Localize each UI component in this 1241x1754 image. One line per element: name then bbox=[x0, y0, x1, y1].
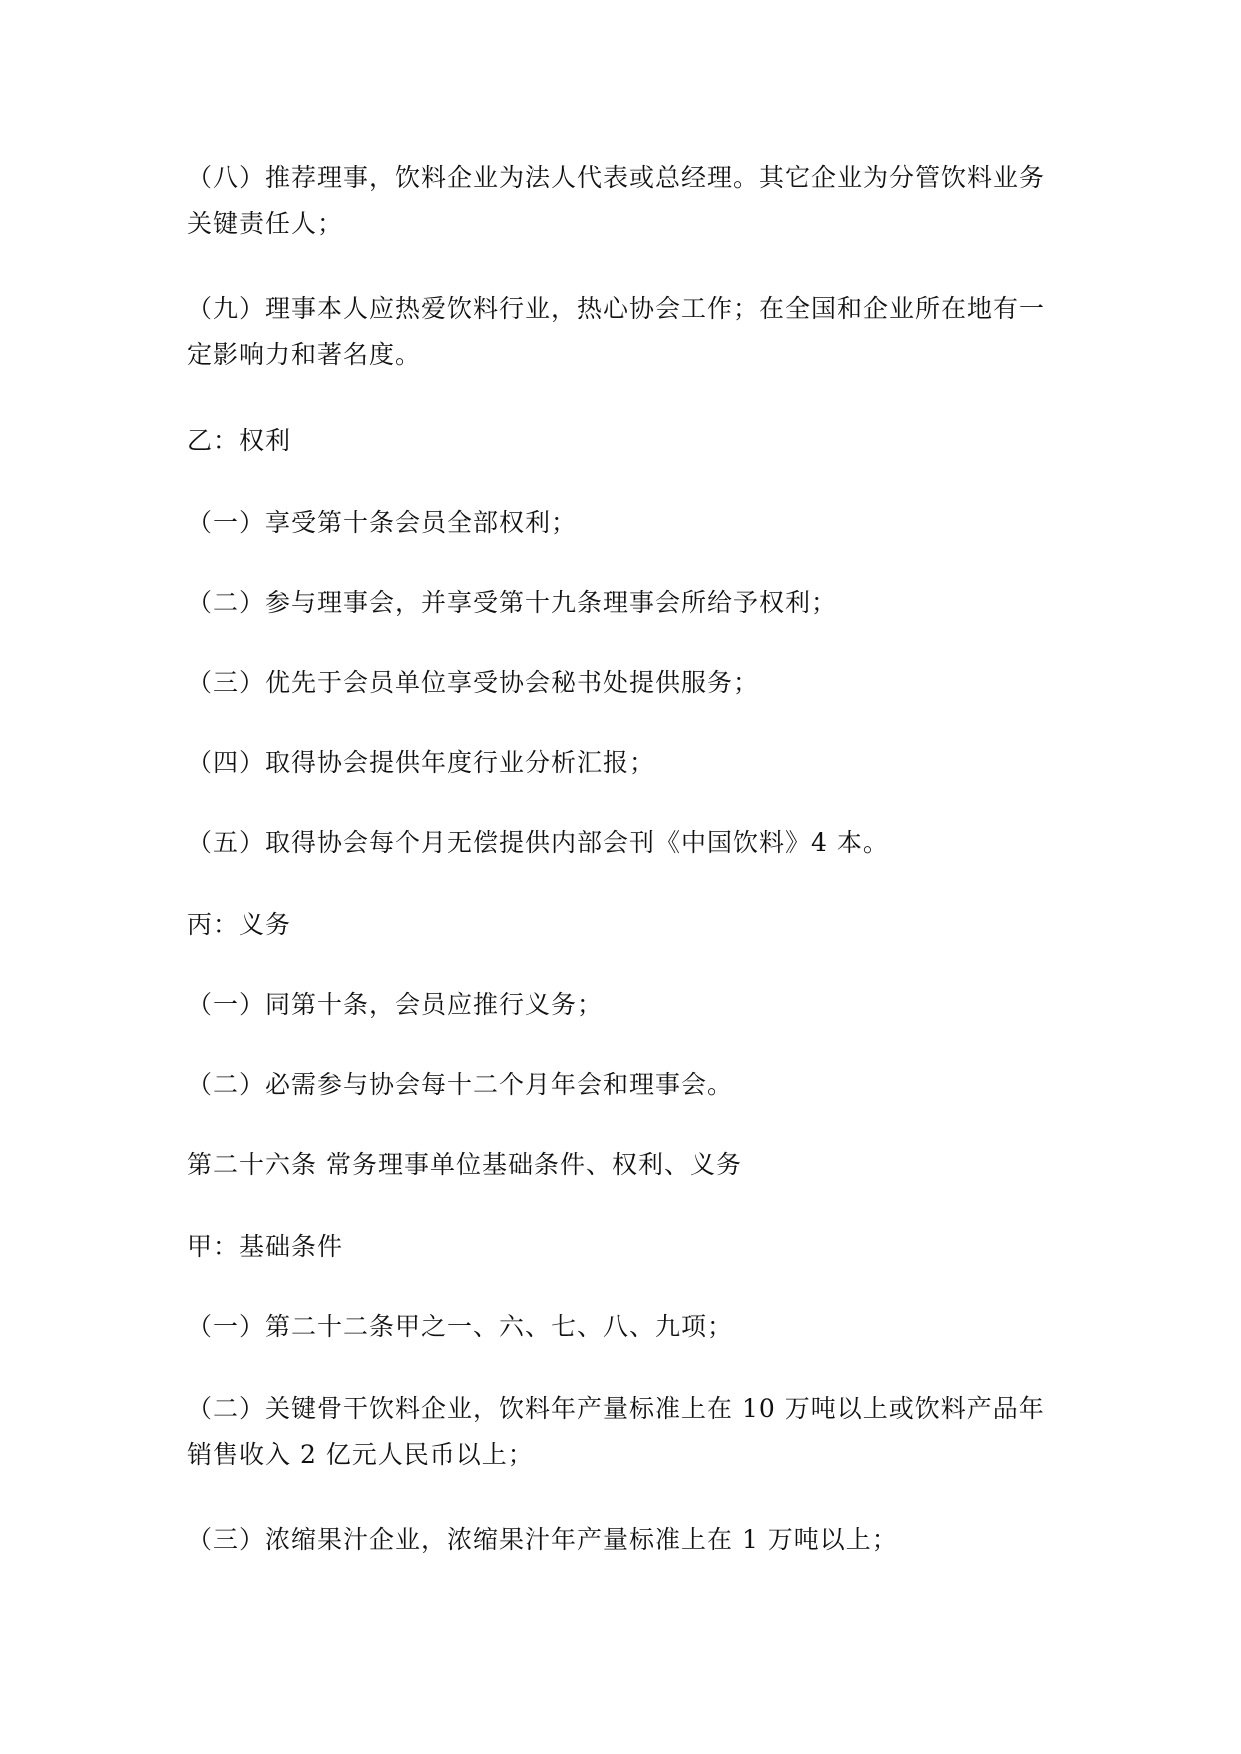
section-heading-obligations: 丙：义务 bbox=[187, 910, 292, 939]
article-26-heading: 第二十六条 常务理事单位基础条件、权利、义务 bbox=[187, 1150, 742, 1179]
section-heading-rights: 乙：权利 bbox=[187, 426, 292, 455]
obligations-item-1: （一）同第十条，会员应推行义务； bbox=[187, 990, 604, 1019]
paragraph-director-influence: （九）理事本人应热爱饮料行业，热心协会工作；在全国和企业所在地有一定影响力和著名度。 bbox=[187, 294, 1046, 369]
conditions-item-2: （二）关键骨干饮料企业，饮料年产量标准上在 10 万吨以上或饮料产品年销售收入 2 亿元人民币以上； bbox=[187, 1394, 1045, 1469]
obligations-item-2: （二）必需参与协会每十二个月年会和理事会。 bbox=[187, 1070, 734, 1099]
rights-item-5: （五）取得协会每个月无偿提供内部会刊《中国饮料》4 本。 bbox=[187, 828, 889, 857]
rights-item-1: （一）享受第十条会员全部权利； bbox=[187, 508, 578, 537]
rights-item-3: （三）优先于会员单位享受协会秘书处提供服务； bbox=[187, 668, 760, 697]
section-heading-basic-conditions: 甲：基础条件 bbox=[187, 1232, 344, 1261]
rights-item-2: （二）参与理事会，并享受第十九条理事会所给予权利； bbox=[187, 588, 838, 617]
conditions-item-3: （三）浓缩果汁企业，浓缩果汁年产量标准上在 1 万吨以上； bbox=[187, 1525, 898, 1554]
paragraph-director-recommendation: （八）推荐理事，饮料企业为法人代表或总经理。其它企业为分管饮料业务关键责任人； bbox=[187, 163, 1046, 238]
conditions-item-1: （一）第二十二条甲之一、六、七、八、九项； bbox=[187, 1312, 734, 1341]
rights-item-4: （四）取得协会提供年度行业分析汇报； bbox=[187, 748, 656, 777]
